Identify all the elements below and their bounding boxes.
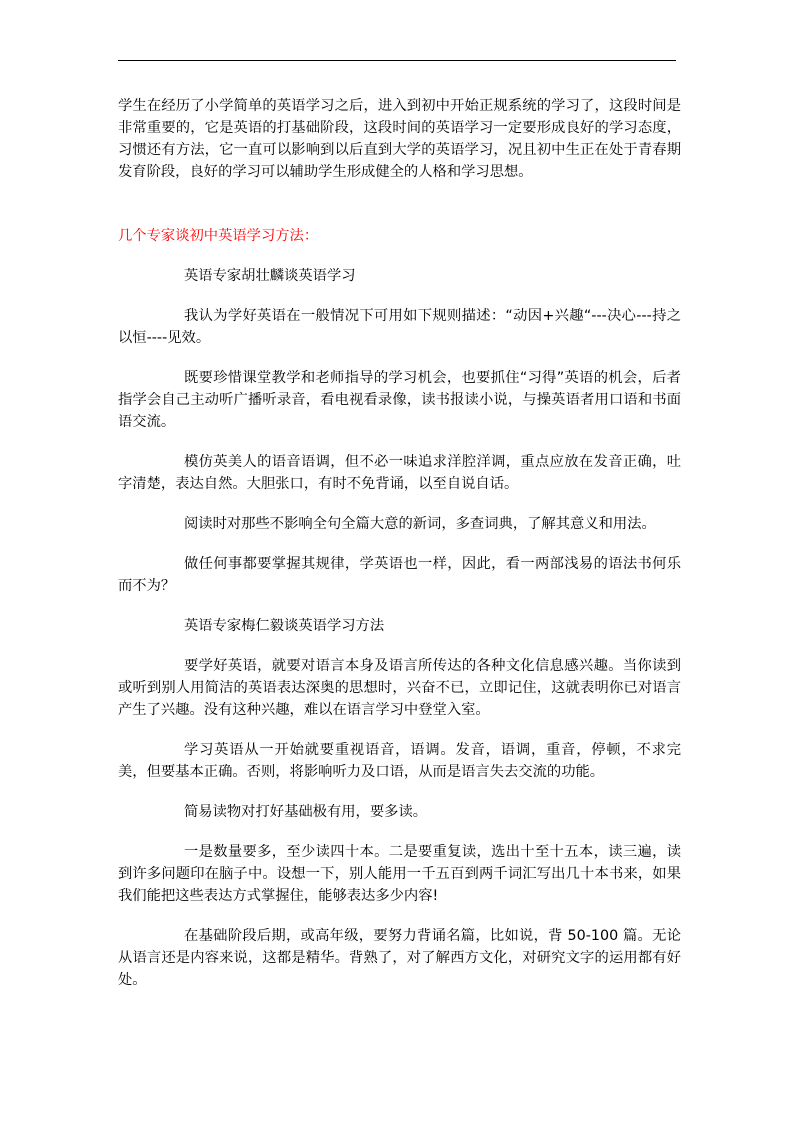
paragraph: 模仿英美人的语音语调，但不必一味追求洋腔洋调，重点应放在发音正确，吐字清楚，表达自然。大胆张口，有时不免背诵，以至自说自话。 bbox=[118, 454, 681, 492]
section-title: 几个专家谈初中英语学习方法： bbox=[118, 228, 319, 244]
subheading-hu-zhuanglin: 英语专家胡壮麟谈英语学习 bbox=[184, 268, 356, 284]
paragraph: 在基础阶段后期，或高年级，要努力背诵名篇，比如说，背 50-100 篇。无论从语言还是内容来说，这都是精华。背熟了，对了解西方文化，对研究文字的运用都有好处。 bbox=[118, 928, 681, 988]
paragraph: 要学好英语，就要对语言本身及语言所传达的各种文化信息感兴趣。当你读到或听到别人用简洁的英语表达深奥的思想时，兴奋不已，立即记住，这就表明你已对语言产生了兴趣。没有这种兴趣，难以在语言学习中登堂入室。 bbox=[118, 658, 681, 718]
document-body bbox=[118, 95, 681, 1009]
intro-paragraph: 学生在经历了小学简单的英语学习之后，进入到初中开始正规系统的学习了，这段时间是非常重要的，它是英语的打基础阶段，这段时间的英语学习一定要形成良好的学习态度，习惯还有方法，它一直可以影响到以后直到大学的英语学习，况且初中生正在处于青春期发育阶段，良好的学习可以辅助学生形成健全的人格和学习思想。 bbox=[118, 98, 681, 180]
paragraph: 学习英语从一开始就要重视语音，语调。发音，语调，重音，停顿，不求完美，但要基本正确。否则，将影响听力及口语，从而是语言失去交流的功能。 bbox=[118, 742, 681, 780]
subheading-mei-renyi: 英语专家梅仁毅谈英语学习方法 bbox=[184, 618, 385, 634]
paragraph: 一是数量要多，至少读四十本。二是要重复读，选出十至十五本，读三遍，读到许多问题印在脑子中。设想一下，别人能用一千五百到两千词汇写出几十本书来，如果我们能把这些表达方式掌握住，能够表达多少内容! bbox=[118, 844, 681, 904]
paragraph: 阅读时对那些不影响全句全篇大意的新词，多查词典，了解其意义和用法。 bbox=[184, 516, 656, 532]
paragraph: 简易读物对打好基础极有用，要多读。 bbox=[184, 804, 428, 820]
paragraph: 我认为学好英语在一般情况下可用如下规则描述：“动因+兴趣“---决心---持之以恒----见效。 bbox=[118, 308, 681, 346]
paragraph: 既要珍惜课堂教学和老师指导的学习机会，也要抓住“习得”英语的机会，后者指学会自己主动听广播听录音，看电视看录像，读书报读小说，与操英语者用口语和书面语交流。 bbox=[118, 370, 681, 430]
paragraph: 做任何事都要掌握其规律，学英语也一样，因此，看一两部浅易的语法书何乐而不为？ bbox=[118, 556, 681, 594]
header-rule bbox=[118, 60, 676, 61]
